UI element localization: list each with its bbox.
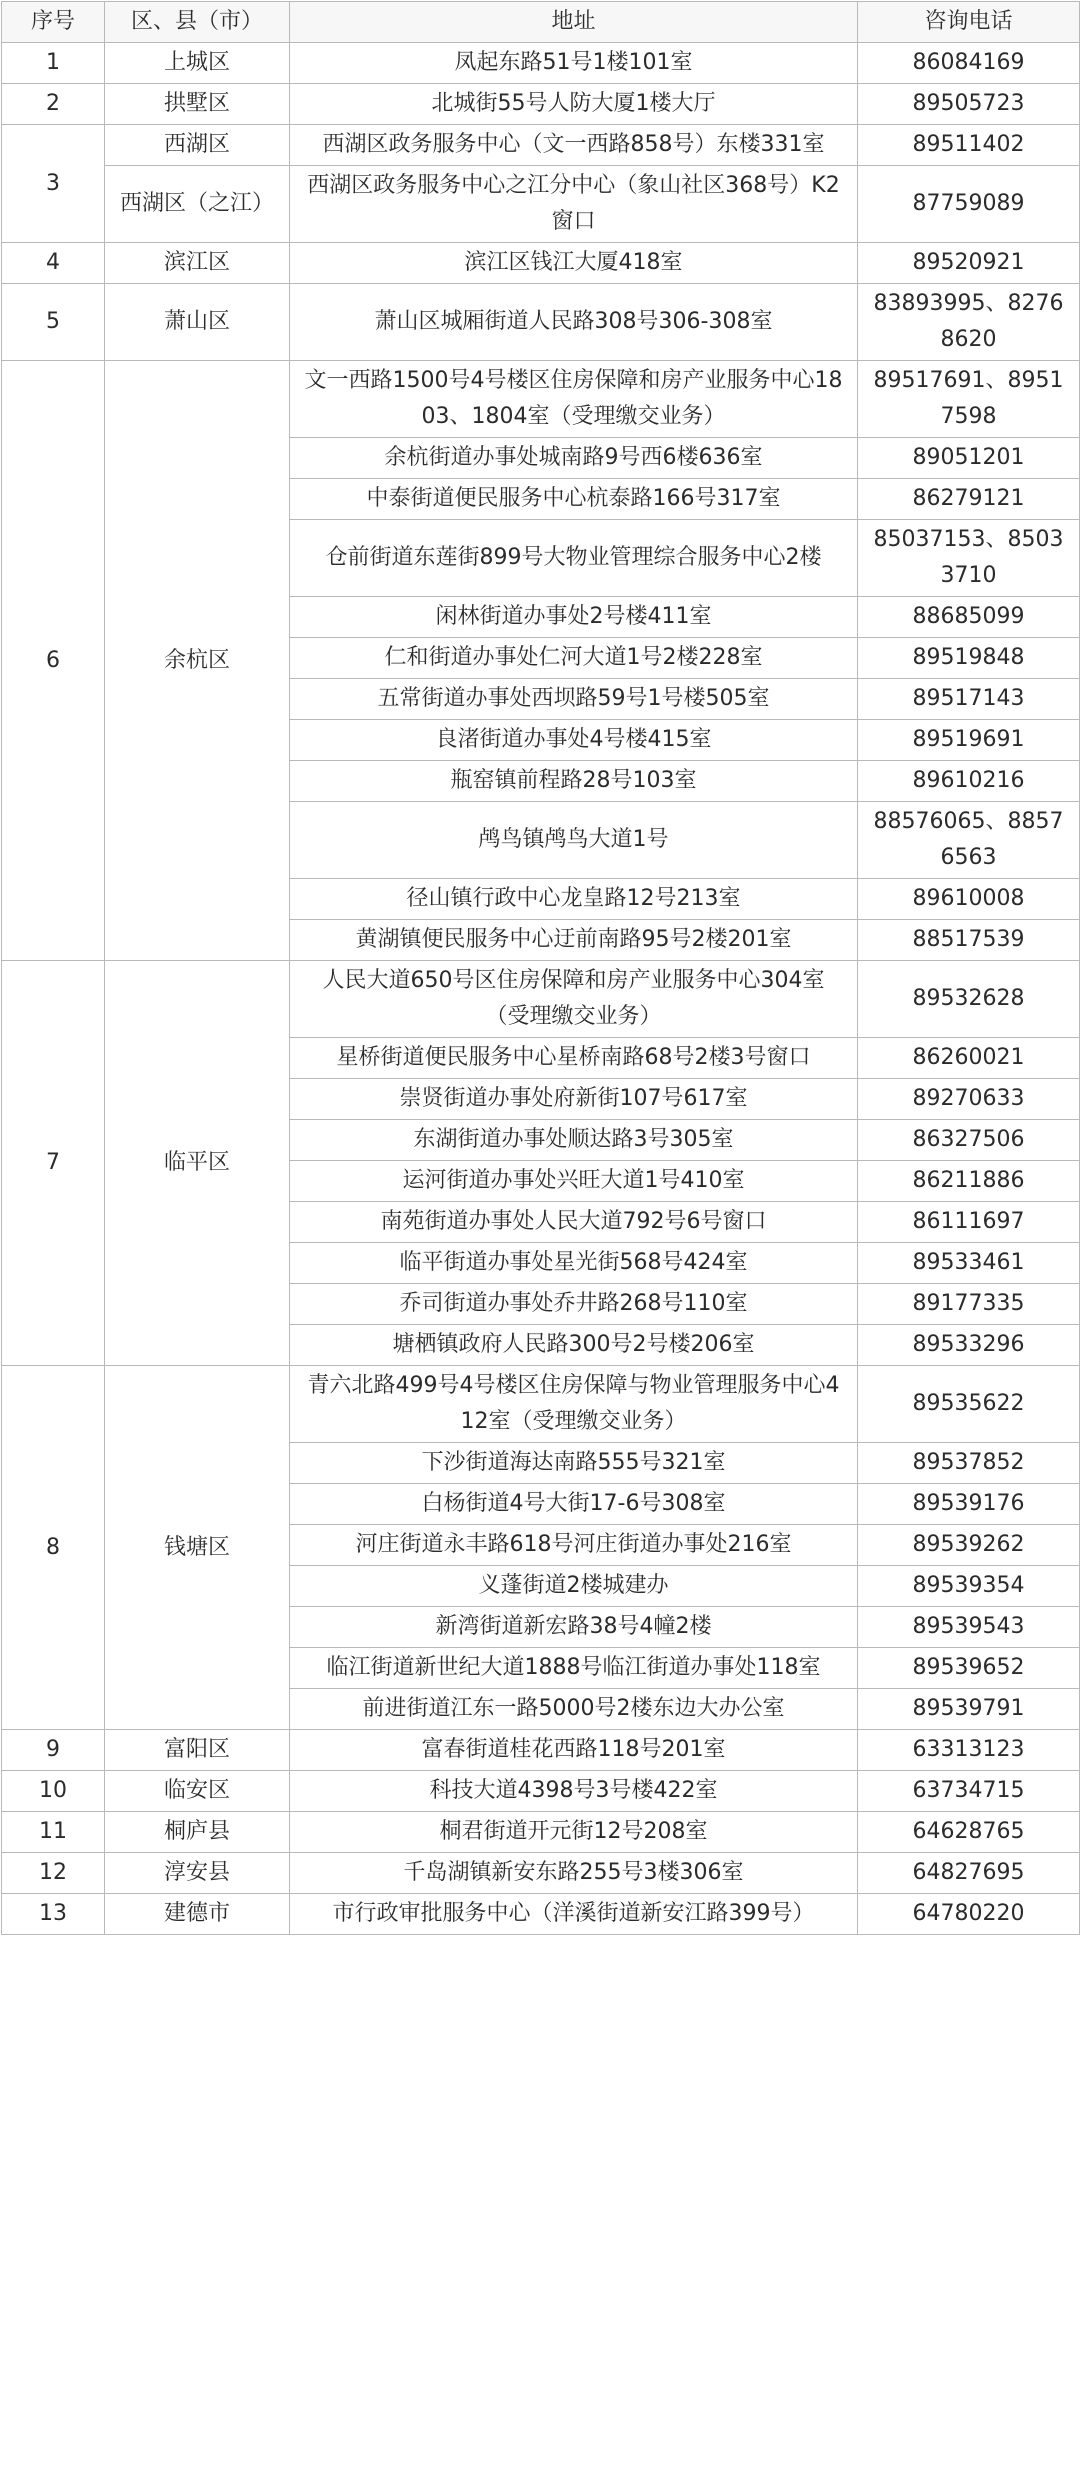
phone-cell: 86111697 bbox=[858, 1202, 1080, 1243]
header-address: 地址 bbox=[290, 2, 858, 43]
address-cell: 径山镇行政中心龙皇路12号213室 bbox=[290, 879, 858, 920]
row-number: 10 bbox=[2, 1771, 105, 1812]
phone-cell: 89517691、89517598 bbox=[858, 361, 1080, 438]
phone-cell: 89610216 bbox=[858, 761, 1080, 802]
phone-cell: 89505723 bbox=[858, 84, 1080, 125]
phone-cell: 86279121 bbox=[858, 479, 1080, 520]
address-cell: 仓前街道东莲街899号大物业管理综合服务中心2楼 bbox=[290, 520, 858, 597]
address-cell: 科技大道4398号3号楼422室 bbox=[290, 1771, 858, 1812]
district-name: 西湖区（之江） bbox=[105, 166, 290, 243]
district-name: 建德市 bbox=[105, 1894, 290, 1935]
address-cell: 西湖区政务服务中心（文一西路858号）东楼331室 bbox=[290, 125, 858, 166]
address-cell: 南苑街道办事处人民大道792号6号窗口 bbox=[290, 1202, 858, 1243]
phone-cell: 85037153、85033710 bbox=[858, 520, 1080, 597]
address-cell: 桐君街道开元街12号208室 bbox=[290, 1812, 858, 1853]
address-cell: 人民大道650号区住房保障和房产业服务中心304室（受理缴交业务） bbox=[290, 961, 858, 1038]
phone-cell: 88517539 bbox=[858, 920, 1080, 961]
phone-cell: 89519691 bbox=[858, 720, 1080, 761]
address-cell: 东湖街道办事处顺达路3号305室 bbox=[290, 1120, 858, 1161]
phone-cell: 89051201 bbox=[858, 438, 1080, 479]
table-row bbox=[2, 125, 1080, 166]
address-cell: 青六北路499号4号楼区住房保障与物业管理服务中心412室（受理缴交业务） bbox=[290, 1366, 858, 1443]
row-number: 3 bbox=[2, 125, 105, 243]
phone-cell: 87759089 bbox=[858, 166, 1080, 243]
phone-cell: 88685099 bbox=[858, 597, 1080, 638]
phone-cell: 89532628 bbox=[858, 961, 1080, 1038]
phone-cell: 89533296 bbox=[858, 1325, 1080, 1366]
phone-cell: 89539262 bbox=[858, 1525, 1080, 1566]
district-name: 淳安县 bbox=[105, 1853, 290, 1894]
district-name: 桐庐县 bbox=[105, 1812, 290, 1853]
table-row bbox=[2, 166, 1080, 243]
header-phone: 咨询电话 bbox=[858, 2, 1080, 43]
phone-cell: 86084169 bbox=[858, 43, 1080, 84]
phone-cell: 89539652 bbox=[858, 1648, 1080, 1689]
address-cell: 乔司街道办事处乔井路268号110室 bbox=[290, 1284, 858, 1325]
address-cell: 前进街道江东一路5000号2楼东边大办公室 bbox=[290, 1689, 858, 1730]
address-cell: 运河街道办事处兴旺大道1号410室 bbox=[290, 1161, 858, 1202]
table-body bbox=[2, 43, 1080, 1935]
district-name: 萧山区 bbox=[105, 284, 290, 361]
address-cell: 余杭街道办事处城南路9号西6楼636室 bbox=[290, 438, 858, 479]
address-cell: 市行政审批服务中心（洋溪街道新安江路399号） bbox=[290, 1894, 858, 1935]
address-cell: 滨江区钱江大厦418室 bbox=[290, 243, 858, 284]
phone-cell: 64780220 bbox=[858, 1894, 1080, 1935]
header-district: 区、县（市） bbox=[105, 2, 290, 43]
address-cell: 临江街道新世纪大道1888号临江街道办事处118室 bbox=[290, 1648, 858, 1689]
row-number: 6 bbox=[2, 361, 105, 961]
table-row bbox=[2, 1853, 1080, 1894]
table-row bbox=[2, 243, 1080, 284]
district-name: 临安区 bbox=[105, 1771, 290, 1812]
district-name: 富阳区 bbox=[105, 1730, 290, 1771]
phone-cell: 89511402 bbox=[858, 125, 1080, 166]
phone-cell: 63313123 bbox=[858, 1730, 1080, 1771]
table-row bbox=[2, 1730, 1080, 1771]
phone-cell: 86260021 bbox=[858, 1038, 1080, 1079]
address-cell: 河庄街道永丰路618号河庄街道办事处216室 bbox=[290, 1525, 858, 1566]
phone-cell: 86211886 bbox=[858, 1161, 1080, 1202]
row-number: 9 bbox=[2, 1730, 105, 1771]
address-cell: 鸬鸟镇鸬鸟大道1号 bbox=[290, 802, 858, 879]
address-cell: 文一西路1500号4号楼区住房保障和房产业服务中心1803、1804室（受理缴交业务） bbox=[290, 361, 858, 438]
phone-cell: 89519848 bbox=[858, 638, 1080, 679]
address-cell: 白杨街道4号大街17-6号308室 bbox=[290, 1484, 858, 1525]
phone-cell: 64628765 bbox=[858, 1812, 1080, 1853]
phone-cell: 88576065、88576563 bbox=[858, 802, 1080, 879]
table-row bbox=[2, 284, 1080, 361]
district-name: 钱塘区 bbox=[105, 1366, 290, 1730]
phone-cell: 86327506 bbox=[858, 1120, 1080, 1161]
phone-cell: 89533461 bbox=[858, 1243, 1080, 1284]
header-row bbox=[2, 2, 1080, 43]
phone-cell: 89539543 bbox=[858, 1607, 1080, 1648]
row-number: 11 bbox=[2, 1812, 105, 1853]
phone-cell: 89610008 bbox=[858, 879, 1080, 920]
header-no: 序号 bbox=[2, 2, 105, 43]
district-name: 滨江区 bbox=[105, 243, 290, 284]
address-cell: 中泰街道便民服务中心杭泰路166号317室 bbox=[290, 479, 858, 520]
address-cell: 塘栖镇政府人民路300号2号楼206室 bbox=[290, 1325, 858, 1366]
row-number: 5 bbox=[2, 284, 105, 361]
phone-cell: 89539791 bbox=[858, 1689, 1080, 1730]
phone-cell: 89537852 bbox=[858, 1443, 1080, 1484]
phone-cell: 89539354 bbox=[858, 1566, 1080, 1607]
phone-cell: 89177335 bbox=[858, 1284, 1080, 1325]
row-number: 7 bbox=[2, 961, 105, 1366]
district-name: 余杭区 bbox=[105, 361, 290, 961]
address-cell: 仁和街道办事处仁河大道1号2楼228室 bbox=[290, 638, 858, 679]
table-row bbox=[2, 1812, 1080, 1853]
phone-cell: 89517143 bbox=[858, 679, 1080, 720]
phone-cell: 89535622 bbox=[858, 1366, 1080, 1443]
address-cell: 义蓬街道2楼城建办 bbox=[290, 1566, 858, 1607]
table-row bbox=[2, 1366, 1080, 1443]
table-row bbox=[2, 43, 1080, 84]
address-cell: 萧山区城厢街道人民路308号306-308室 bbox=[290, 284, 858, 361]
table-row bbox=[2, 1771, 1080, 1812]
address-cell: 星桥街道便民服务中心星桥南路68号2楼3号窗口 bbox=[290, 1038, 858, 1079]
table-row bbox=[2, 961, 1080, 1038]
address-cell: 千岛湖镇新安东路255号3楼306室 bbox=[290, 1853, 858, 1894]
address-cell: 崇贤街道办事处府新街107号617室 bbox=[290, 1079, 858, 1120]
address-cell: 西湖区政务服务中心之江分中心（象山社区368号）K2窗口 bbox=[290, 166, 858, 243]
phone-cell: 89270633 bbox=[858, 1079, 1080, 1120]
phone-cell: 64827695 bbox=[858, 1853, 1080, 1894]
office-table bbox=[1, 1, 1080, 1935]
phone-cell: 63734715 bbox=[858, 1771, 1080, 1812]
table-row bbox=[2, 361, 1080, 438]
row-number: 12 bbox=[2, 1853, 105, 1894]
row-number: 4 bbox=[2, 243, 105, 284]
address-cell: 北城街55号人防大厦1楼大厅 bbox=[290, 84, 858, 125]
address-cell: 良渚街道办事处4号楼415室 bbox=[290, 720, 858, 761]
phone-cell: 89539176 bbox=[858, 1484, 1080, 1525]
phone-cell: 83893995、82768620 bbox=[858, 284, 1080, 361]
phone-cell: 89520921 bbox=[858, 243, 1080, 284]
address-cell: 黄湖镇便民服务中心迂前南路95号2楼201室 bbox=[290, 920, 858, 961]
district-name: 拱墅区 bbox=[105, 84, 290, 125]
table-row bbox=[2, 84, 1080, 125]
address-cell: 五常街道办事处西坝路59号1号楼505室 bbox=[290, 679, 858, 720]
district-name: 临平区 bbox=[105, 961, 290, 1366]
row-number: 13 bbox=[2, 1894, 105, 1935]
address-cell: 下沙街道海达南路555号321室 bbox=[290, 1443, 858, 1484]
row-number: 8 bbox=[2, 1366, 105, 1730]
address-cell: 临平街道办事处星光街568号424室 bbox=[290, 1243, 858, 1284]
address-cell: 瓶窑镇前程路28号103室 bbox=[290, 761, 858, 802]
row-number: 2 bbox=[2, 84, 105, 125]
table-row bbox=[2, 1894, 1080, 1935]
district-name: 西湖区 bbox=[105, 125, 290, 166]
address-cell: 凤起东路51号1楼101室 bbox=[290, 43, 858, 84]
address-cell: 新湾街道新宏路38号4幢2楼 bbox=[290, 1607, 858, 1648]
address-cell: 富春街道桂花西路118号201室 bbox=[290, 1730, 858, 1771]
address-cell: 闲林街道办事处2号楼411室 bbox=[290, 597, 858, 638]
district-name: 上城区 bbox=[105, 43, 290, 84]
row-number: 1 bbox=[2, 43, 105, 84]
